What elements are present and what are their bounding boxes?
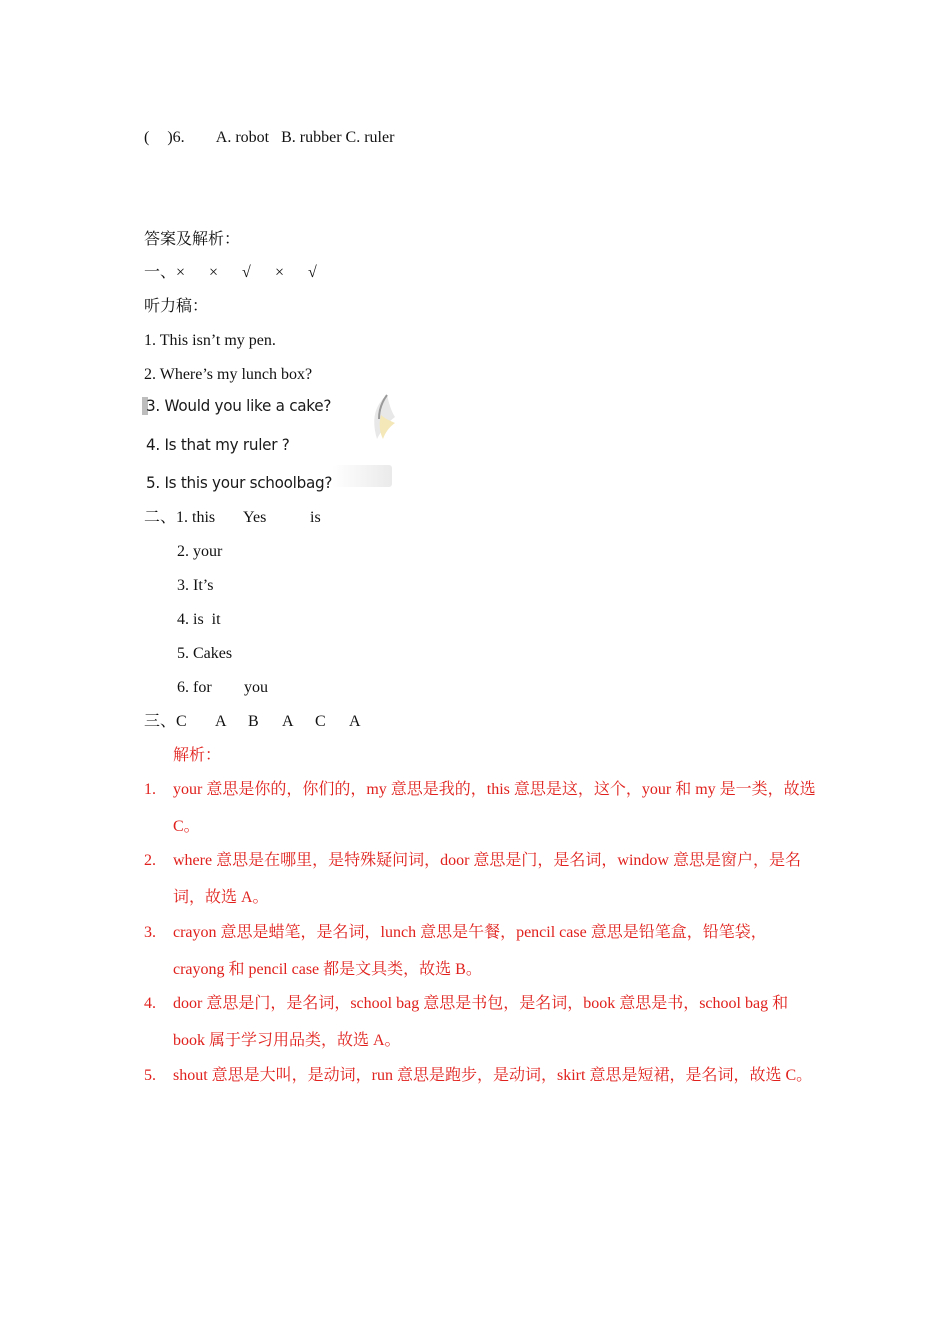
answer-paren-open: (	[144, 129, 150, 146]
analysis-5-line-1: shout 意思是大叫，是动词，run 意思是跑步，是动词，skirt 意思是短裙，是名词，故选 C。	[173, 1067, 813, 1084]
part1-mark: ×	[275, 264, 285, 281]
part3-answers	[144, 712, 361, 732]
part1-answers	[144, 263, 328, 283]
part3-answer: A	[349, 713, 361, 730]
part2-row-5: 5. Cakes	[177, 645, 233, 662]
part3-answer: A	[215, 713, 227, 730]
analysis-num-5: 5.	[144, 1067, 156, 1084]
watermark-bird-icon	[357, 393, 397, 454]
part2-answer: you	[244, 679, 268, 696]
analysis-label: 解析：	[173, 747, 222, 764]
part1-mark: ×	[209, 264, 219, 281]
part2-row-1	[144, 508, 321, 528]
answers-heading: 答案及解析：	[144, 231, 241, 248]
analysis-num-4: 4.	[144, 995, 156, 1012]
transcript-label: 听力稿：	[144, 298, 209, 315]
part2-label: 二、	[144, 509, 177, 526]
part3-answer: A	[282, 713, 294, 730]
transcript-scan-image	[142, 393, 397, 493]
transcript-line-1: 1. This isn’t my pen.	[144, 332, 276, 349]
analysis-4-line-1: door 意思是门，是名词，school bag 意思是书包，是名词，book 意思是书，school bag 和	[173, 995, 789, 1012]
part3-answer: B	[248, 713, 259, 730]
part2-row-4: 4. is it	[177, 611, 221, 628]
part3-answer: C	[315, 713, 326, 730]
analysis-2-line-1: where 意思是在哪里，是特殊疑问词，door 意思是门，是名词，window 意思是窗户，是名	[173, 852, 801, 869]
transcript-line-2: 2. Where’s my lunch box?	[144, 366, 313, 383]
analysis-1-line-2: C。	[173, 818, 200, 835]
watermark-logo	[332, 465, 392, 487]
analysis-2-line-2: 词，故选 A。	[173, 889, 269, 906]
question-number: )6.	[167, 129, 185, 146]
analysis-num-3: 3.	[144, 924, 156, 941]
part1-mark: √	[308, 264, 317, 281]
transcript-line-5: 5. Is this your schoolbag?	[146, 473, 333, 492]
question-6	[144, 128, 394, 148]
analysis-4-line-2: book 属于学习用品类，故选 A。	[173, 1032, 401, 1049]
part3-answer: C	[176, 713, 187, 730]
part1-label: 一、	[144, 264, 177, 281]
transcript-line-4: 4. Is that my ruler ?	[146, 435, 290, 454]
part2-row-3: 3. It’s	[177, 577, 214, 594]
analysis-3-line-2: crayong 和 pencil case 都是文具类，故选 B。	[173, 961, 482, 978]
analysis-num-2: 2.	[144, 852, 156, 869]
part1-mark: ×	[176, 264, 186, 281]
part2-row-6	[177, 678, 268, 698]
analysis-num-1: 1.	[144, 781, 156, 798]
part2-answer: Yes	[243, 509, 267, 526]
transcript-line-3: 3. Would you like a cake?	[146, 396, 332, 415]
part1-mark: √	[242, 264, 251, 281]
part2-answer: 6. for	[177, 679, 212, 696]
question-options: A. robot B. rubber C. ruler	[215, 129, 395, 146]
part2-answer: 1. this	[176, 509, 216, 526]
analysis-1-line-1: your 意思是你的，你们的，my 意思是我的，this 意思是这，这个，your 和 my 是一类，故选	[173, 781, 816, 798]
part3-label: 三、	[144, 713, 177, 730]
analysis-3-line-1: crayon 意思是蜡笔，是名词，lunch 意思是午餐，pencil case 意思是铅笔盒，铅笔袋，	[173, 924, 767, 941]
part2-row-2: 2. your	[177, 543, 223, 560]
part2-answer: is	[310, 509, 321, 526]
